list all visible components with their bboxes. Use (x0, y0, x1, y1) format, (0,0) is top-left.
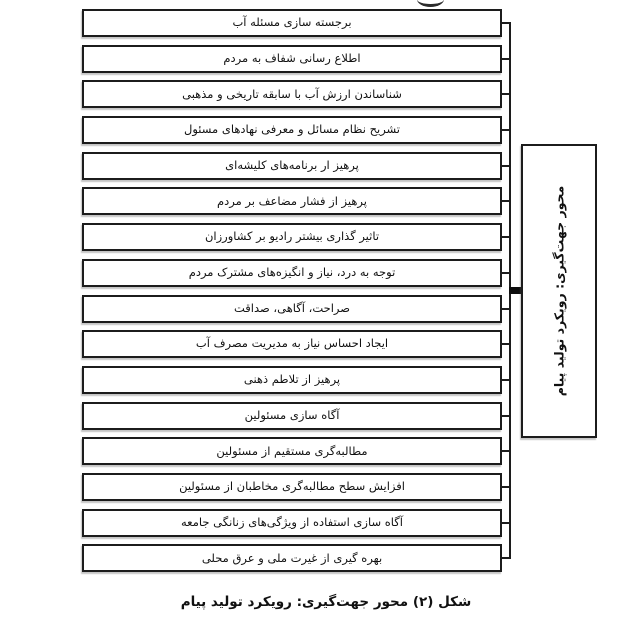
flow-box: برجسته سازی مسئله آب (82, 9, 502, 37)
flow-box: بهره گیری از غیرت ملی و عرق محلی (82, 544, 502, 572)
flow-box-column (82, 9, 502, 572)
flow-box: صراحت، آگاهی، صداقت (82, 295, 502, 323)
flow-box: افزایش سطح مطالبه‌گری مخاطبان از مسئولین (82, 473, 502, 501)
flow-box: تاثیر گذاری بیشتر رادیو بر کشاورزان (82, 223, 502, 251)
figure-caption: شکل (۲) محور جهت‌گیری: رویکرد تولید پیام (180, 594, 472, 610)
flow-box: مطالبه‌گری مستقیم از مسئولین (82, 437, 502, 465)
cutoff-text-fragment (417, 0, 444, 7)
flow-box: اطلاع رسانی شفاف به مردم (82, 45, 502, 73)
flow-box: پرهیز ار برنامه‌های کلیشه‌ای (82, 152, 502, 180)
flow-box: ایجاد احساس نیاز به مدیریت مصرف آب (82, 330, 502, 358)
flow-box: توجه به درد، نیاز و انگیزه‌های مشترک مردم (82, 259, 502, 287)
flow-box: شناساندن ارزش آب با سابقه تاریخی و مذهبی (82, 80, 502, 108)
axis-label-box (521, 144, 597, 438)
flow-box: تشریح نظام مسائل و معرفی نهادهای مسئول (82, 116, 502, 144)
flow-box: پرهیز از تلاطم ذهنی (82, 366, 502, 394)
flow-box: آگاه سازی مسئولین (82, 402, 502, 430)
flow-box: پرهیز از فشار مضاعف بر مردم (82, 187, 502, 215)
axis-label-text: محور جهت‌گیری: رویکرد تولید پیام (551, 185, 567, 397)
flow-box: آگاه سازی استفاده از ویژگی‌های زنانگی جامعه (82, 509, 502, 537)
